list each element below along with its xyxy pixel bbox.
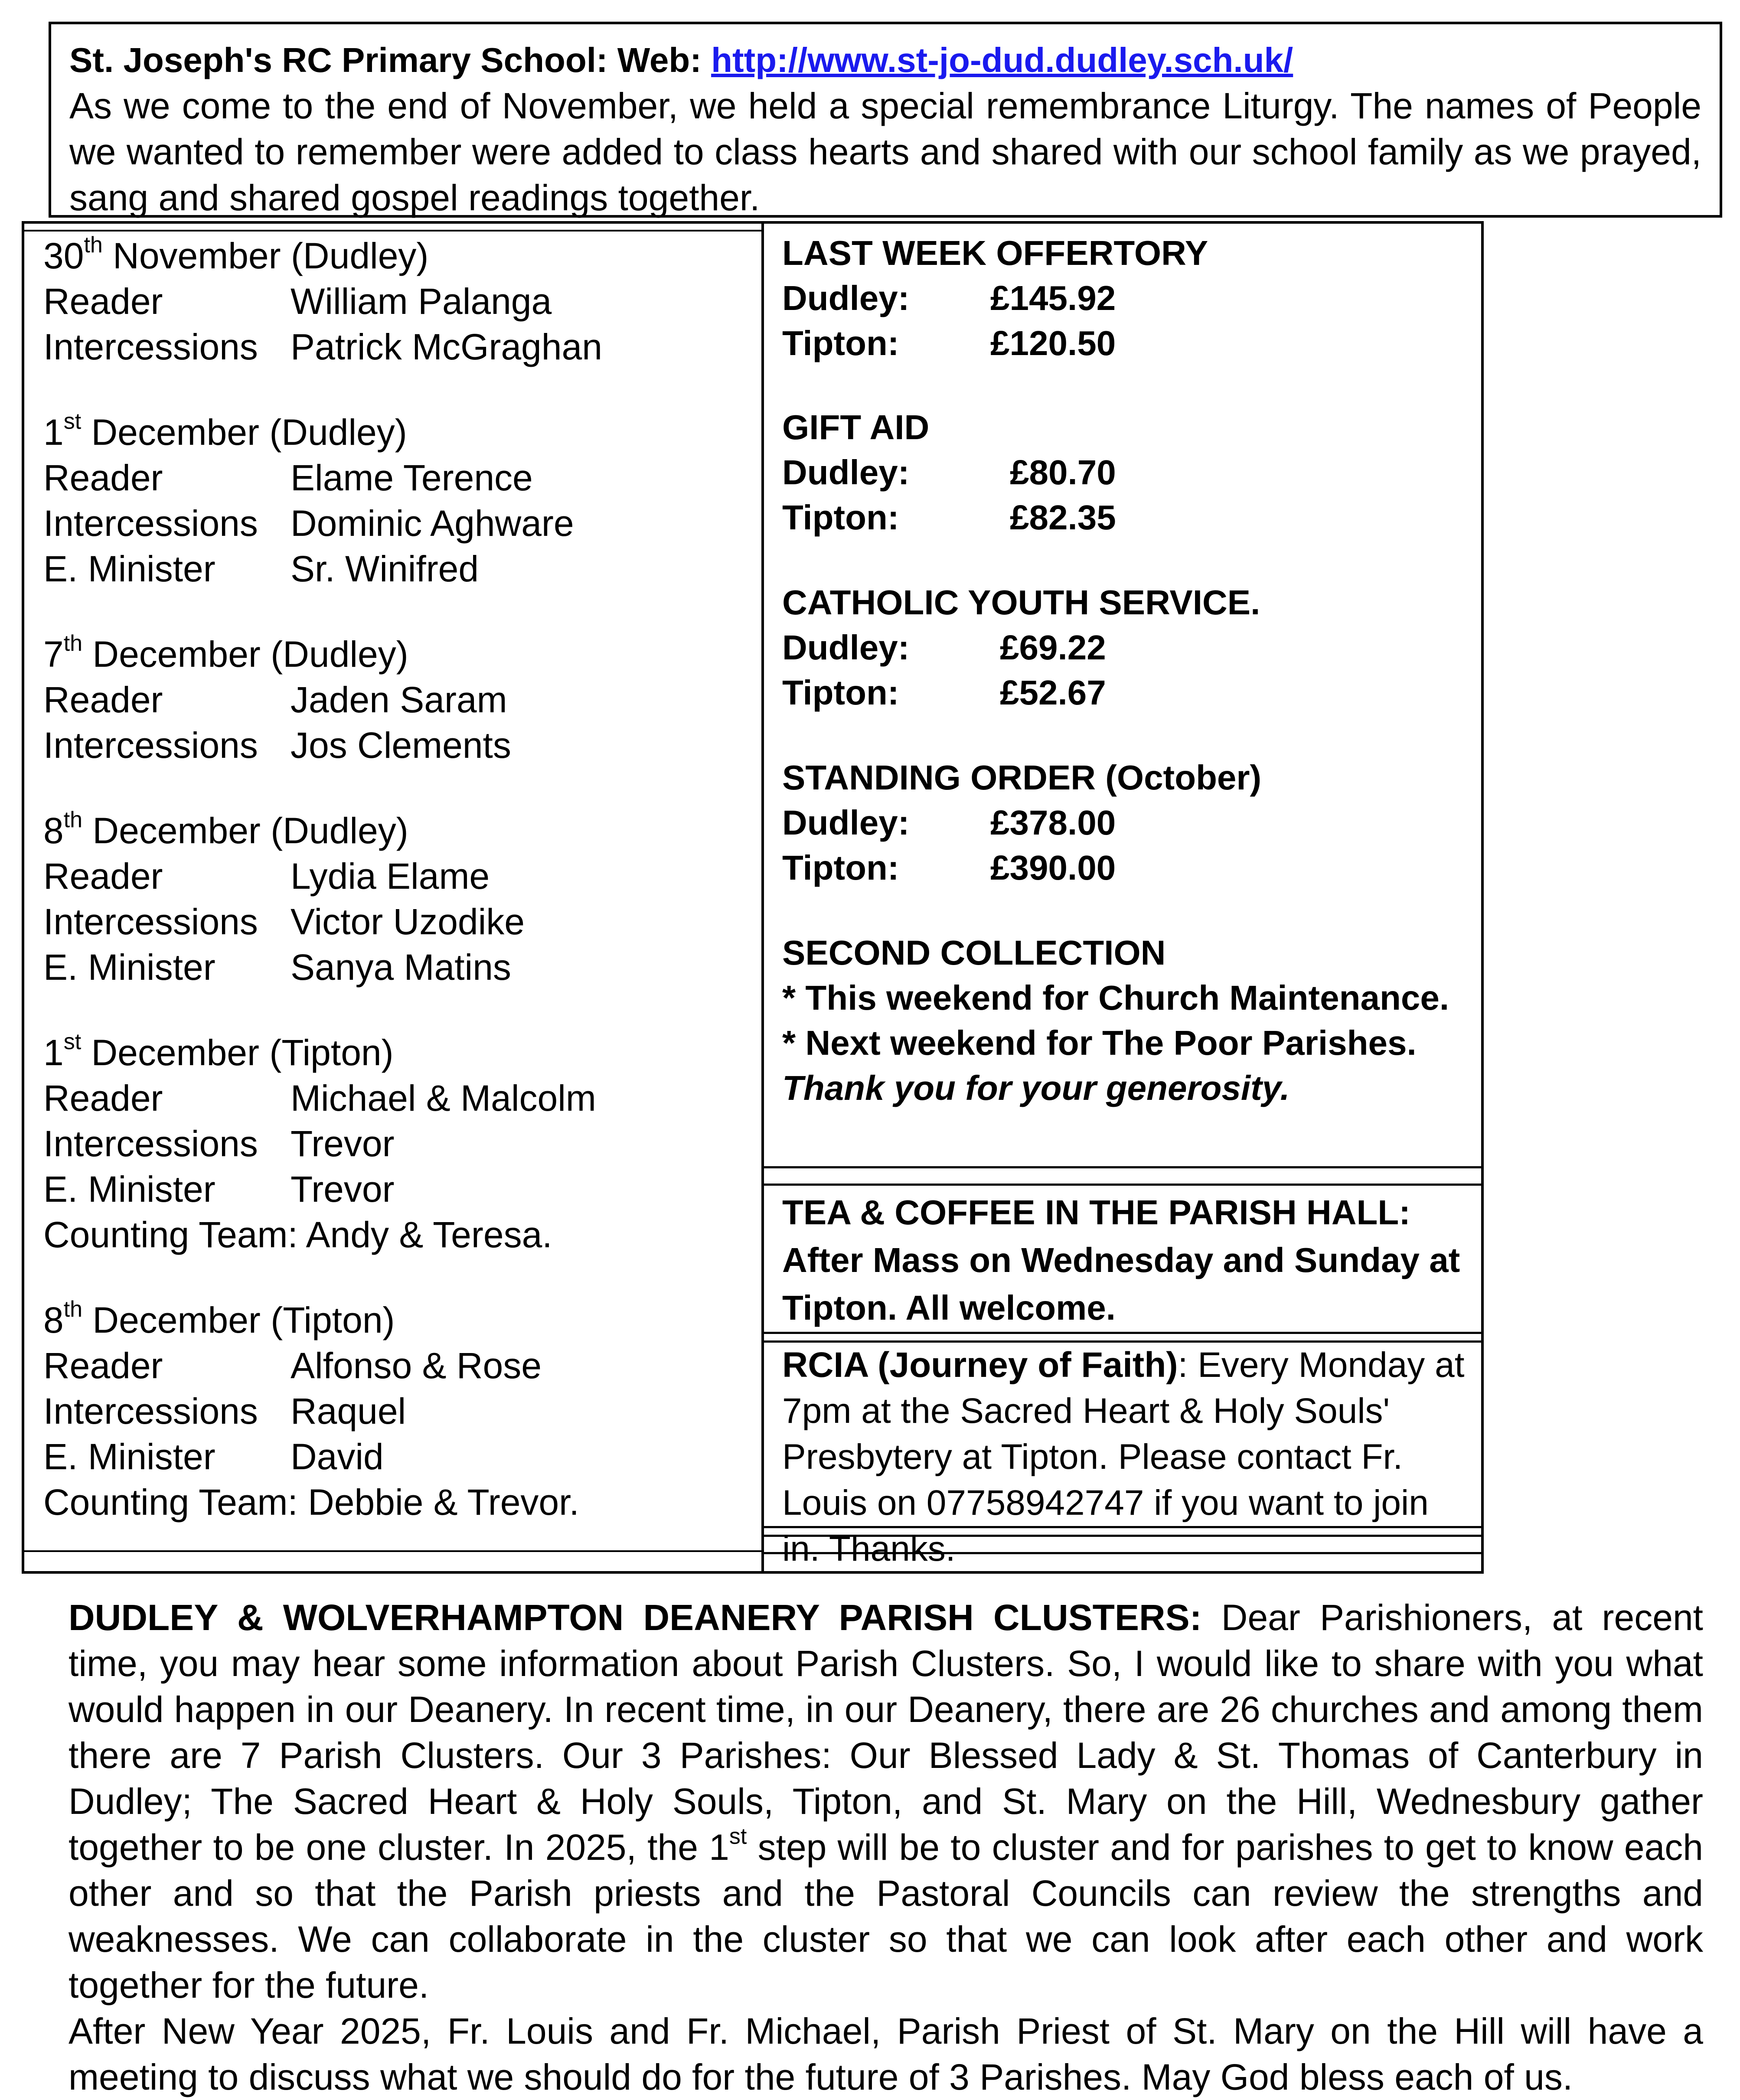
place-label: Tipton: — [782, 673, 899, 712]
standing-tipton-row — [782, 845, 1472, 890]
rota-person: Michael & Malcolm — [291, 1078, 596, 1118]
rota-person: Raquel — [291, 1391, 406, 1432]
rota-role: E. Minister — [43, 1169, 215, 1210]
school-notice — [49, 22, 1722, 218]
thank-you-note: Thank you for your generosity. — [782, 1069, 1290, 1107]
rota-role: Reader — [43, 281, 163, 322]
rota-row — [43, 1076, 753, 1121]
counting-team: Counting Team: Andy & Teresa. — [43, 1214, 552, 1255]
rota-role: Intercessions — [43, 503, 258, 544]
rota-role: Reader — [43, 679, 163, 720]
rota-role: E. Minister — [43, 1436, 215, 1477]
rota-date-heading — [43, 233, 753, 279]
rota-date-rest: December (Dudley) — [82, 810, 408, 851]
rota-day: 8 — [43, 1300, 64, 1340]
rota-row — [43, 1121, 753, 1167]
place-label: Dudley: — [782, 453, 910, 492]
youth-service-section — [782, 580, 1472, 715]
rota-date-heading — [43, 808, 753, 854]
rota-row — [43, 455, 753, 501]
rota-role: Reader — [43, 1345, 163, 1386]
rota-row — [43, 854, 753, 899]
deanery-body: Dear Parishioners, at recent time, you may hear some information about Parish Clusters. So, I would like to share with you what would happen in our Deanery. In recent time, in our Deanery, there are 26 churches and among them there are 7 Parish Clusters. Our 3 Parishes: Our Blessed Lady & St. Thomas of Canterbury in Dudley; The Sacred Heart & Holy Souls, Tipton, and St. Mary on the Hill, Wednesbury gather together to be one cluster. In 2025, the 1 — [69, 1597, 1704, 1868]
amount: £80.70 — [1010, 453, 1116, 492]
gift-aid-title: GIFT AID — [782, 408, 930, 447]
mass-rota-panel — [22, 221, 764, 1574]
rota-row — [43, 899, 753, 945]
rota-date-rest: December (Tipton) — [81, 1032, 394, 1073]
rota-role: Intercessions — [43, 1123, 258, 1164]
amount: £390.00 — [990, 848, 1116, 887]
rota-group — [43, 1298, 753, 1525]
rota-day-suffix: th — [63, 807, 83, 832]
rota-role: Reader — [43, 1078, 163, 1118]
rota-day: 30 — [43, 235, 84, 276]
rota-person: Jos Clements — [291, 725, 511, 766]
school-notice-body: As we come to the end of November, we held a special remembrance Liturgy. The names of People we wanted to remember were added to class hearts and shared with our school family as we prayed, sang and shared gospel readings together. — [69, 85, 1701, 218]
deanery-title: DUDLEY & WOLVERHAMPTON DEANERY PARISH CLUSTERS: — [69, 1597, 1202, 1638]
rota-date-heading — [43, 632, 753, 677]
rcia-body: : Every Monday at 7pm at the Sacred Heart & Holy Souls' Presbytery at Tipton. Please contact Fr. Louis on 07758942747 if you want to join in. Thanks. — [782, 1345, 1465, 1568]
amount: £145.92 — [990, 279, 1116, 317]
rota-person: Trevor — [291, 1123, 395, 1164]
rcia-title: RCIA (Journey of Faith) — [782, 1345, 1178, 1385]
amount: £69.22 — [1000, 628, 1106, 667]
rota-person: Patrick McGraghan — [291, 326, 602, 367]
standing-dudley-row — [782, 800, 1472, 845]
rota-date-rest: December (Dudley) — [81, 412, 407, 453]
divider — [764, 1332, 1481, 1334]
rcia-section — [782, 1342, 1472, 1572]
second-collection-line: * This weekend for Church Maintenance. — [782, 978, 1449, 1017]
rota-row — [43, 945, 753, 990]
place-label: Dudley: — [782, 628, 910, 667]
rota-day-suffix: st — [63, 409, 82, 434]
tea-coffee-section — [782, 1189, 1472, 1332]
rota-role: Intercessions — [43, 1391, 258, 1432]
rota-person: Sr. Winifred — [291, 548, 479, 589]
rota-date-heading — [43, 1298, 753, 1343]
rota-row — [43, 546, 753, 592]
rota-row — [43, 1343, 753, 1389]
second-collection-title: SECOND COLLECTION — [782, 933, 1166, 972]
divider — [764, 1552, 1481, 1554]
rota-row — [43, 279, 753, 324]
rota-role: Intercessions — [43, 326, 258, 367]
rota-date-rest: November (Dudley) — [102, 235, 429, 276]
superscript: st — [729, 1824, 747, 1849]
deanery-body: step will be to cluster and for parishes to get to know each other and so that the Parish priests and the Pastoral Councils can review the strengths and weaknesses. We can collaborate in the cluster so that we can look after each other and work together for the future. — [69, 1827, 1704, 2005]
rota-row — [43, 677, 753, 723]
rota-role: Reader — [43, 457, 163, 498]
school-website-link[interactable]: http://www.st-jo-dud.dudley.sch.uk/ — [711, 41, 1293, 79]
amount: £378.00 — [990, 803, 1116, 842]
rota-row — [43, 1389, 753, 1434]
standing-order-title: STANDING ORDER (October) — [782, 758, 1262, 797]
place-label: Tipton: — [782, 324, 899, 362]
place-label: Tipton: — [782, 848, 899, 887]
rota-role: Reader — [43, 856, 163, 897]
place-label: Dudley: — [782, 803, 910, 842]
place-label: Dudley: — [782, 279, 910, 317]
rota-day: 7 — [43, 634, 64, 675]
counting-team: Counting Team: Debbie & Trevor. — [43, 1482, 579, 1523]
rota-person: Lydia Elame — [291, 856, 490, 897]
rota-day-suffix: st — [63, 1029, 82, 1054]
amount: £82.35 — [1010, 498, 1116, 537]
rota-person: Sanya Matins — [291, 947, 511, 988]
gift-aid-section — [782, 405, 1472, 540]
school-title: St. Joseph's RC Primary School: Web: — [69, 41, 712, 79]
rota-role: E. Minister — [43, 548, 215, 589]
divider — [24, 230, 761, 232]
rota-date-rest: December (Dudley) — [82, 634, 408, 675]
offertory-title: LAST WEEK OFFERTORY — [782, 234, 1208, 272]
offertory-dudley-row — [782, 276, 1472, 321]
gift-aid-dudley-row — [782, 450, 1472, 495]
gift-aid-tipton-row — [782, 495, 1472, 540]
place-label: Tipton: — [782, 498, 899, 537]
rota-person: Trevor — [291, 1169, 395, 1210]
rota-role: Intercessions — [43, 901, 258, 942]
rota-role: Intercessions — [43, 725, 258, 766]
rota-group — [43, 808, 753, 990]
rota-row — [43, 1167, 753, 1212]
rota-person: Alfonso & Rose — [291, 1345, 542, 1386]
rota-group — [43, 233, 753, 370]
offertory-section — [782, 231, 1472, 366]
amount: £120.50 — [990, 324, 1116, 362]
rota-day-suffix: th — [63, 1297, 83, 1322]
rota-day-suffix: th — [84, 232, 103, 258]
rota-date-heading — [43, 1030, 753, 1076]
rota-row — [43, 1434, 753, 1480]
youth-tipton-row — [782, 670, 1472, 715]
divider — [764, 1526, 1481, 1528]
notices-panel — [764, 221, 1484, 1574]
divider — [764, 1166, 1481, 1168]
tea-coffee-title: TEA & COFFEE IN THE PARISH HALL: — [782, 1193, 1410, 1232]
rota-day-suffix: th — [63, 631, 83, 656]
second-collection-section — [782, 930, 1472, 1111]
rota-person: Victor Uzodike — [291, 901, 525, 942]
divider — [764, 1535, 1481, 1537]
rota-group — [43, 410, 753, 592]
rota-person: David — [291, 1436, 384, 1477]
rota-day: 1 — [43, 412, 64, 453]
rota-role: E. Minister — [43, 947, 215, 988]
rota-group — [43, 632, 753, 768]
rota-group — [43, 1030, 753, 1258]
deanery-clusters-notice — [69, 1595, 1703, 2100]
rota-person: Dominic Aghware — [291, 503, 574, 544]
rota-date-rest: December (Tipton) — [82, 1300, 395, 1340]
rota-row — [43, 501, 753, 546]
rota-date-heading — [43, 410, 753, 455]
youth-dudley-row — [782, 625, 1472, 670]
rota-person: Elame Terence — [291, 457, 533, 498]
tea-coffee-body: After Mass on Wednesday and Sunday at Tipton. All welcome. — [782, 1241, 1460, 1327]
second-collection-line: * Next weekend for The Poor Parishes. — [782, 1024, 1417, 1062]
rota-person: Jaden Saram — [291, 679, 507, 720]
rota-day: 1 — [43, 1032, 64, 1073]
deanery-meeting-paragraph: After New Year 2025, Fr. Louis and Fr. Michael, Parish Priest of St. Mary on the Hill will have a meeting to discuss what we should do for the future of 3 Parishes. May God bless each of us. — [69, 2011, 1703, 2097]
rota-row — [43, 723, 753, 768]
divider — [764, 1184, 1481, 1186]
standing-order-section — [782, 755, 1472, 890]
offertory-tipton-row — [782, 321, 1472, 366]
rota-day: 8 — [43, 810, 64, 851]
youth-service-title: CATHOLIC YOUTH SERVICE. — [782, 583, 1260, 622]
rota-person: William Palanga — [291, 281, 552, 322]
mass-rota-list — [43, 233, 753, 1565]
rota-row — [43, 324, 753, 370]
amount: £52.67 — [1000, 673, 1106, 712]
